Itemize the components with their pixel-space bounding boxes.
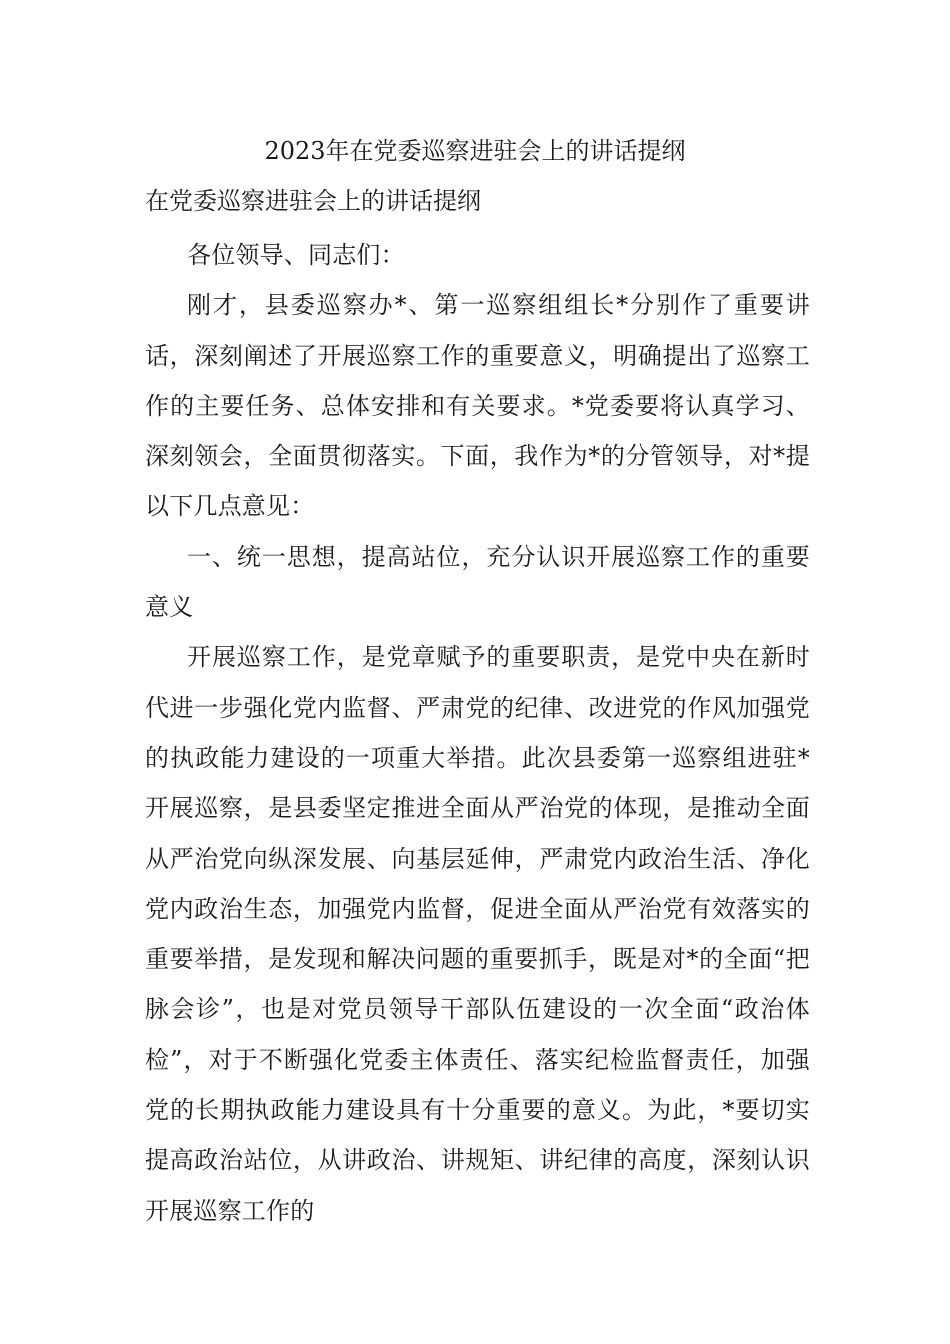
section-heading-1: 一、统一思想，提高站位，充分认识开展巡察工作的重要意义 xyxy=(145,542,810,622)
salutation-paragraph: 各位领导、同志们： xyxy=(187,241,405,269)
document-body xyxy=(145,230,810,1236)
document-subtitle: 在党委巡察进驻会上的讲话提纲 xyxy=(145,187,481,215)
document-title: 2023年在党委巡察进驻会上的讲话提纲 xyxy=(264,137,686,165)
opening-paragraph: 刚才，县委巡察办*、第一巡察组组长*分别作了重要讲话，深刻阐述了开展巡察工作的重要意义，明确提出了巡察工作的主要任务、总体安排和有关要求。*党委要将认真学习、深刻领会，全面贯彻落实。下面，我作为*的分管领导，对*提以下几点意见： xyxy=(145,291,810,521)
section-1-body-paragraph: 开展巡察工作，是党章赋予的重要职责，是党中央在新时代进一步强化党内监督、严肃党的纪律、改进党的作风加强党的执政能力建设的一项重大举措。此次县委第一巡察组进驻*开展巡察，是县委坚定推进全面从严治党的体现，是推动全面从严治党向纵深发展、向基层延伸，严肃党内政治生活、净化党内政治生态，加强党内监督，促进全面从严治党有效落实的重要举措，是发现和解决问题的重要抓手，既是对*的全面“把脉会诊”，也是对党员领导干部队伍建设的一次全面“政治体检”，对于不断强化党委主体责任、落实纪检监督责任，加强党的长期执政能力建设具有十分重要的意义。为此，*要切实提高政治站位，从讲政治、讲规矩、讲纪律的高度，深刻认识开展巡察工作的 xyxy=(145,643,810,1225)
